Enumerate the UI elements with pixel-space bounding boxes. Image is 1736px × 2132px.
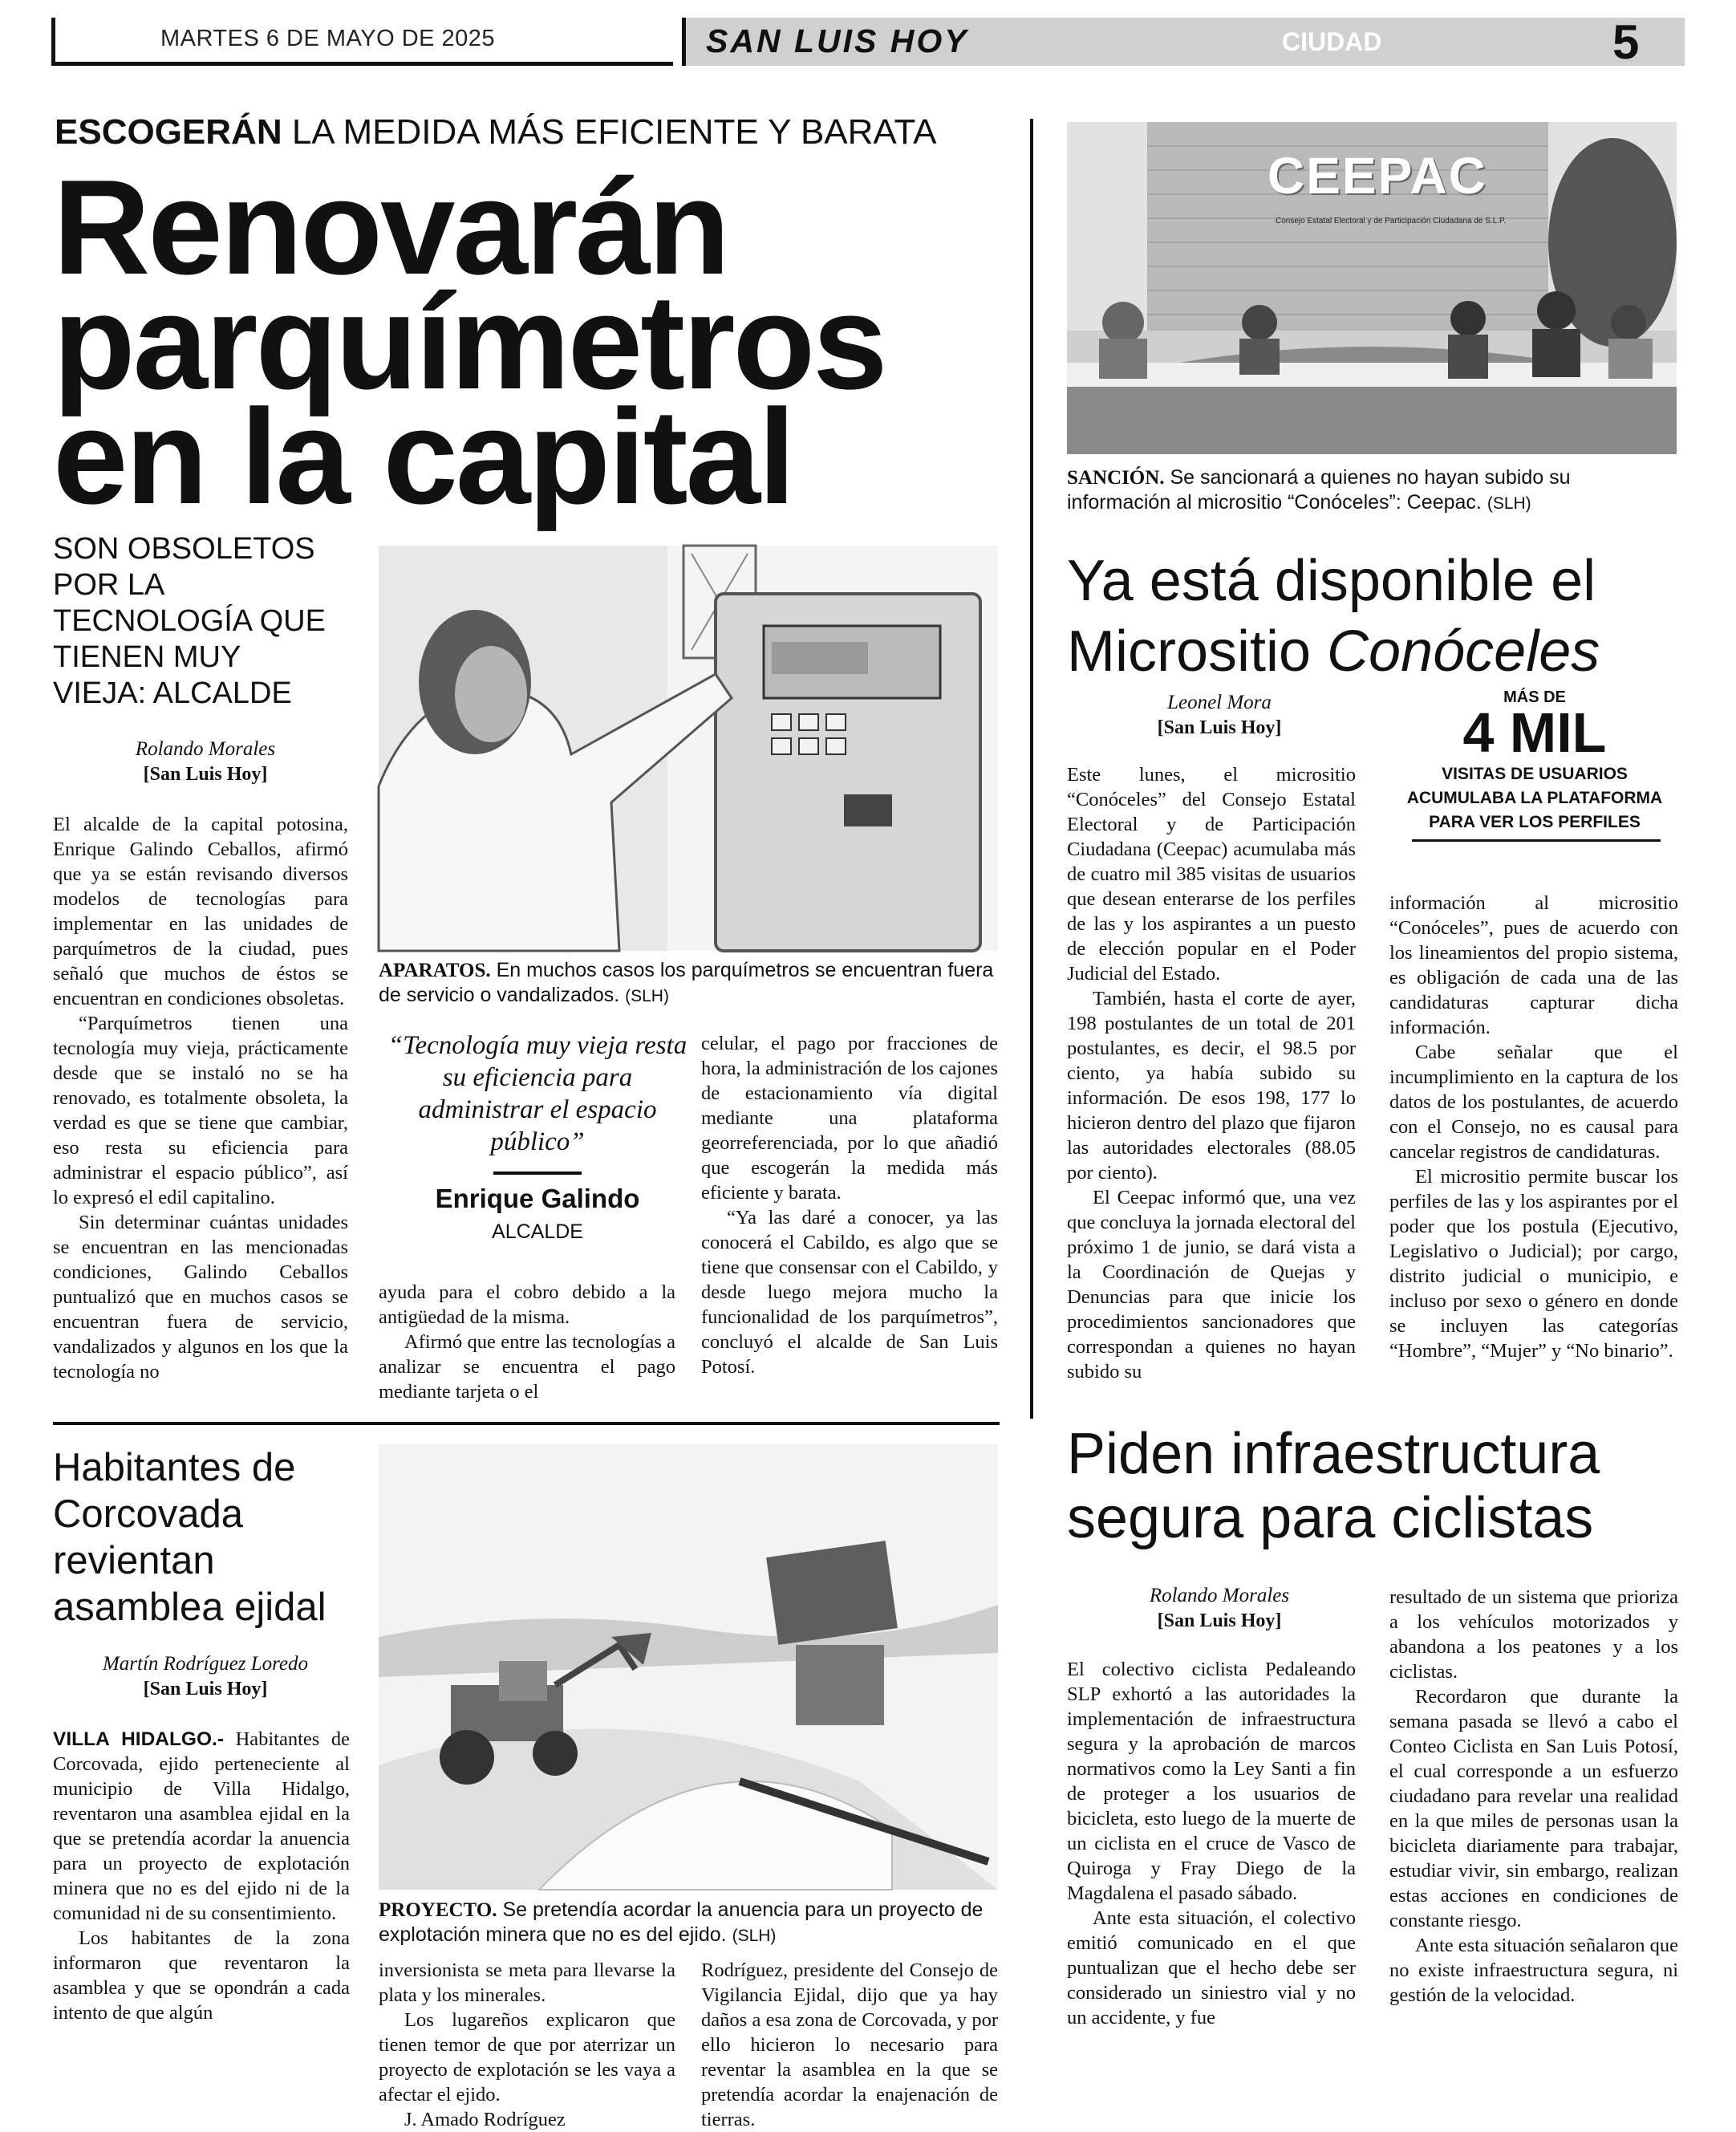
dateline: VILLA HIDALGO.- <box>53 1728 225 1750</box>
kicker-text: LA MEDIDA MÁS EFICIENTE Y BARATA <box>291 112 937 152</box>
story-column-2 <box>379 1280 675 1404</box>
byline: Rolando Morales <box>135 738 276 760</box>
stat-label: VISITAS DE USUARIOS ACUMULABA LA PLATAFORMA PARA VER LOS PERFILES <box>1406 765 1663 831</box>
caption-text: Se pretendía acordar la anuencia para un proyecto de explotación minera que no es del ejido. <box>379 1898 984 1946</box>
paragraph: Los habitantes de la zona informaron que reventaron la asamblea y que se opondrán a cada intento de que algún <box>53 1927 350 2024</box>
photo-credit: (SLH) <box>1487 494 1531 513</box>
byline-block <box>1067 692 1372 739</box>
byline-org: [San Luis Hoy] <box>143 764 268 785</box>
ceepac-sign-sub: Consejo Estatal Electoral y de Participación Ciudadana de S.L.P. <box>1276 217 1507 225</box>
byline: Martín Rodríguez Loredo <box>102 1653 309 1675</box>
headline-line: en la capital <box>53 380 793 532</box>
issue-date: MARTES 6 DE MAYO DE 2025 <box>160 26 496 51</box>
stat-rule <box>1412 839 1661 842</box>
section-divider <box>53 1422 1000 1425</box>
paragraph: Este lunes, el micrositio “Conóceles” del Consejo Estatal Electoral y de Participación Ciudadana (Ceepac) acumulaba más de cuatro mil 385 visitas de usuarios que desean enterarse de los perfiles de las y los aspirantes a un puesto de elección popular en el Poder Judicial del Estado. <box>1067 764 1356 985</box>
pull-quote: “Tecnología muy vieja resta su eficiencia para administrar el espacio público” <box>387 1031 688 1156</box>
caption-label: APARATOS. <box>379 960 491 981</box>
paragraph: Cabe señalar que el incumplimiento en la captura de los datos de los postulantes, de acuerdo con el Consejo, no es causal para cancelar registros de candidaturas. <box>1389 1042 1678 1163</box>
caption-text: Se sancionará a quienes no hayan subido su información al micrositio “Conóceles”: Ceepac. <box>1067 466 1571 514</box>
photo-illustration <box>379 546 998 951</box>
caption-text: En muchos casos los parquímetros se encuentran fuera de servicio o vandalizados. <box>379 959 994 1006</box>
caption-label: PROYECTO. <box>379 1899 497 1921</box>
byline: Leonel Mora <box>1167 692 1272 713</box>
headline-line: parquímetros <box>53 266 886 417</box>
byline-org: [San Luis Hoy] <box>1157 717 1282 738</box>
paragraph: Rodríguez, presidente del Consejo de Vigilancia Ejidal, dijo que ya hay daños a esa zona de Corcovada, y por ello hicieron lo necesario para reventar la asamblea en la que se pretendía acordar la enajenación de tierras. <box>701 1959 998 2130</box>
story-column-3 <box>701 1031 998 1379</box>
headline-line: Ya está disponible el <box>1067 549 1596 613</box>
ejido-column-1 <box>53 1727 350 2025</box>
paragraph: Ante esta situación, el colectivo emitió comunicado en el que puntualizan que el hecho debe ser considerado un siniestro vial y no un accidente, y fue <box>1067 1907 1356 2028</box>
ceepac-column-1 <box>1067 762 1356 1384</box>
byline-block <box>1067 1585 1372 1632</box>
ciclo-column-1 <box>1067 1657 1356 2030</box>
paragraph: ayuda para el cobro debido a la antigüedad de la misma. <box>379 1281 675 1328</box>
headline-italic: Conóceles <box>1327 619 1600 684</box>
headline-line <box>1067 616 1709 687</box>
paragraph: “Ya las daré a conocer, ya las conocerá el Cabildo, es algo que se tiene que consensar con el Cabildo, y desde luego mejora mucho la funcionalidad de los parquímetros”, concluyó el alcalde de San Luis Potosí. <box>701 1207 998 1378</box>
paragraph: información al micrositio “Conóceles”, pues de acuerdo con los lineamientos del propio sistema, es obligación de cada una de las candidaturas capturar dicha información. <box>1389 892 1678 1038</box>
paragraph: El colectivo ciclista Pedaleando SLP exhortó a las autoridades la implementación de infraestructura segura y la aprobación de marcos normativos como la Ley Santi a fin de proteger a los usuarios de bicicleta, esto luego de la muerte de un ciclista en el cruce de Vasco de Quiroga y Fray Diego de la Magdalena el pasado sábado. <box>1067 1659 1356 1904</box>
paragraph <box>53 1727 350 1926</box>
paragraph: Los lugareños explicaron que tienen temor de que por aterrizar un proyecto de explotación se les vaya a afectar el ejido. <box>379 2009 675 2106</box>
ciclo-headline: Piden infraestructura segura para ciclistas <box>1067 1422 1600 1550</box>
quote-rule <box>493 1172 582 1175</box>
photo-caption <box>379 958 998 1009</box>
ceepac-headline <box>1067 546 1709 687</box>
stat-value: 4 MIL <box>1462 701 1607 764</box>
photo-credit: (SLH) <box>732 1927 777 1945</box>
byline-org: [San Luis Hoy] <box>1157 1610 1282 1631</box>
quote-role: ALCALDE <box>492 1220 583 1243</box>
byline-org: [San Luis Hoy] <box>143 1679 268 1700</box>
paragraph: El Ceepac informó que, una vez que concluya la jornada electoral del próximo 1 de junio, se dará vista a la Coordinación de Quejas y Denuncias para que inicie los procedimientos sancionadores que correspondan a quienes no hayan subido su <box>1067 1187 1356 1383</box>
paragraph: Ante esta situación señalaron que no existe infraestructura segura, ni gestión de la velocidad. <box>1389 1935 1678 2006</box>
paragraph: Afirmó que entre las tecnologías a analizar se encuentra el pago mediante tarjeta o el <box>379 1331 675 1403</box>
ceepac-sign: CEEPAC <box>1268 147 1487 205</box>
paragraph: celular, el pago por fracciones de hora, la administración de los cajones de estacionamiento vía digital mediante una plataforma georreferenciada, por lo que añadió que escogerán la medida más eficiente y barata. <box>701 1033 998 1204</box>
quote-name: Enrique Galindo <box>435 1184 640 1213</box>
byline-block <box>53 738 358 786</box>
mining-photo <box>379 1444 998 1890</box>
photo-caption <box>379 1898 998 1948</box>
column-divider <box>1030 119 1033 1419</box>
byline-block <box>53 1653 358 1700</box>
paragraph: Sin determinar cuántas unidades se encuentran en las mencionadas condiciones, Galindo Ceballos puntualizó que en muchos casos se encuentran fuera de servicio, vandalizados y algunos en los que la tecnología no <box>53 1212 348 1383</box>
section-name: CIUDAD <box>1282 27 1382 56</box>
byline: Rolando Morales <box>1149 1585 1290 1606</box>
photo-credit: (SLH) <box>625 987 669 1005</box>
parking-meter-photo <box>379 546 998 951</box>
photo-caption <box>1067 465 1677 516</box>
ceepac-photo <box>1067 122 1677 454</box>
paragraph: Recordaron que durante la semana pasada se llevó a cabo el Conteo Ciclista en San Luis Potosí, el cual corresponde a un esfuerzo ciudadano para revelar una realidad en la que miles de personas usan la bicicleta diariamente para trabajar, estudiar vivir, sin embargo, realizan estas acciones en condiciones de constante riesgo. <box>1389 1686 1678 1931</box>
paragraph: J. Amado Rodríguez <box>404 2109 566 2130</box>
story-column-1 <box>53 812 348 1384</box>
page-number: 5 <box>1612 15 1640 69</box>
story-deck: SON OBSOLETOS POR LA TECNOLOGÍA QUE TIENEN MUY VIEJA: ALCALDE <box>53 532 326 710</box>
paragraph: También, hasta el corte de ayer, 198 postulantes de un total de 201 postulantes, es decir, el 98.5 por ciento, ya había subido su información. De esos 198, 177 lo hicieron dentro del plazo que fijaron las autoridades electorales (88.05 por ciento). <box>1067 988 1356 1184</box>
headline-line: Renovarán <box>53 152 728 303</box>
photo-illustration <box>379 1444 998 1890</box>
ejido-headline: Habitantes de Corcovada revientan asamblea ejidal <box>53 1446 327 1629</box>
ejido-column-2 <box>379 1958 675 2132</box>
paragraph: inversionista se meta para llevarse la plata y los minerales. <box>379 1959 675 2006</box>
main-headline <box>53 152 1016 532</box>
stat-label: MÁS DE <box>1503 688 1566 706</box>
paragraph-text: Habitantes de Corcovada, ejido perteneciente al municipio de Villa Hidalgo, reventaron una asamblea ejidal en la que se pretendía acordar la anuencia para un proyecto de explotación minera que no es del ejido ni de la comunidad ni de su consentimiento. <box>53 1728 350 1924</box>
kicker-bold: ESCOGERÁN <box>55 112 282 152</box>
paragraph: El micrositio permite buscar los perfiles de las y los aspirantes por el poder que los postula (Ejecutivo, Legislativo o Judicial); por cargo, distrito judicial o municipio, e incluso por sexo o género en donde se incluyen las categorías “Hombre”, “Mujer” y “No binario”. <box>1389 1166 1678 1362</box>
ceepac-column-2 <box>1389 891 1678 1363</box>
paragraph: El alcalde de la capital potosina, Enrique Galindo Ceballos, afirmó que ya se están revisando diversos modelos de tecnologías para implementar en las unidades de parquímetros de la ciudad, pues señaló que muchos de éstos se encuentran en condiciones obsoletas. <box>53 814 348 1009</box>
ejido-column-3 <box>701 1958 998 2132</box>
story-kicker <box>55 112 936 152</box>
paragraph: resultado de un sistema que prioriza a los vehículos motorizados y abandona a los peatones y a los ciclistas. <box>1389 1586 1678 1683</box>
paragraph: “Parquímetros tienen una tecnología muy vieja, prácticamente desde que se instaló no se ha renovado, es totalmente obsoleta, la verdad es que se tiene que cambiar, eso resta su eficiencia para administrar el espacio público”, así lo expresó el edil capitalino. <box>53 1013 348 1208</box>
ciclo-column-2 <box>1389 1585 1678 2008</box>
headline-part: Micrositio <box>1067 619 1328 684</box>
caption-label: SANCIÓN. <box>1067 467 1165 489</box>
publication-name: SAN LUIS HOY <box>706 22 969 59</box>
